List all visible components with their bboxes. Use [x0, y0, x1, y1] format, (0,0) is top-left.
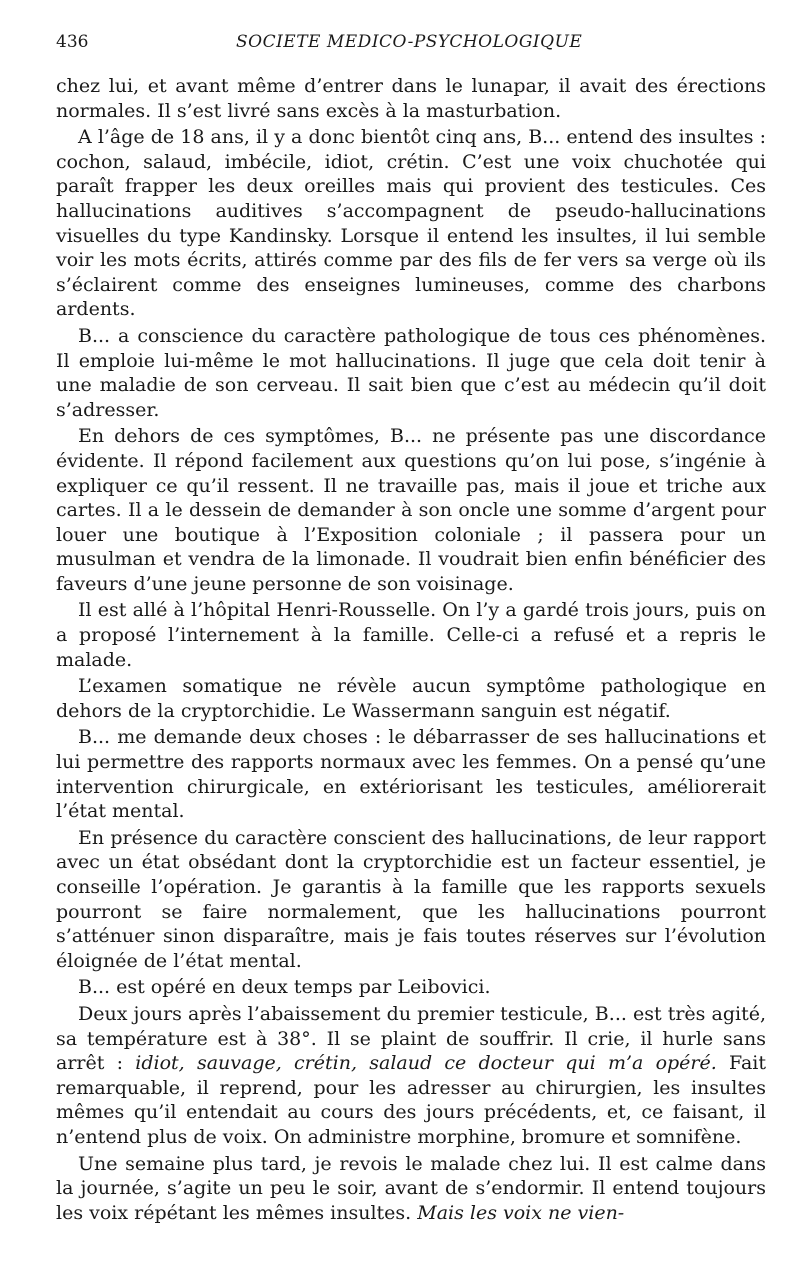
paragraph: [56, 1152, 766, 1226]
paragraph: B... me demande deux choses : le débarrasser de ses hallucinations et lui permettre des rapports normaux avec les femmes. On a pensé qu’une intervention chirurgicale, en extériorisant les testicules, améliorerait l’état mental.: [56, 726, 766, 823]
paragraph: B... a conscience du caractère pathologique de tous ces phénomènes. Il emploie lui-même le mot hallucinations. Il juge que cela doit tenir à une maladie de son cerveau. Il sait bien que c’est au médecin qu’il doit s’adresser.: [56, 324, 766, 421]
paragraph-text: Fait remarquable, il reprend, pour les adresser au chirurgien, les insultes mêmes qu’il entendait au cours des jours précédents, et, ce faisant, il n’entend plus de voix. On administre morphine, bromure et somnifène.: [56, 1052, 766, 1148]
italic-phrase: Mais les voix ne vien-: [417, 1201, 625, 1224]
paragraph: L’examen somatique ne révèle aucun symptôme pathologique en dehors de la cryptorchidie. Le Wassermann sanguin est négatif.: [56, 675, 766, 722]
paragraph-text: Deux jours après l’abaissement du premier testicule, B... est très agité, sa température est à 38°. Il se plaint de souffrir. Il crie, il hurle sans arrêt :: [56, 1002, 766, 1075]
italic-quote: idiot, sauvage, crétin, salaud ce docteur qui m’a opéré.: [135, 1052, 717, 1075]
paragraph: En présence du caractère conscient des hallucinations, de leur rapport avec un état obsédant dont la cryptorchidie est un facteur essentiel, je conseille l’opération. Je garantis à la famille que les rapports sexuels pourront se faire normalement, que les hallucinations pourront s’atténuer sinon disparaître, mais je fais toutes réserves sur l’évolution éloignée de l’état mental.: [56, 826, 766, 972]
paragraph: Il est allé à l’hôpital Henri-Rousselle. On l’y a gardé trois jours, puis on a proposé l’internement à la famille. Celle-ci a refusé et a repris le malade.: [56, 599, 766, 671]
paragraph: En dehors de ces symptômes, B... ne présente pas une discordance évidente. Il répond facilement aux questions qu’on lui pose, s’ingénie à expliquer ce qu’il ressent. Il ne travaille pas, mais il joue et triche aux cartes. Il a le dessein de demander à son oncle une somme d’argent pour louer une boutique à l’Exposition coloniale ; il passera pour un musulman et vendra de la limonade. Il voudrait bien enfin bénéficier des faveurs d’une jeune personne de son voisinage.: [56, 425, 766, 595]
paragraph-text: Une semaine plus tard, je revois le malade chez lui. Il est calme dans la journée, s’agite un peu le soir, avant de s’endormir. Il entend toujours les voix répétant les mêmes insultes.: [56, 1152, 766, 1224]
paragraph: [56, 1002, 766, 1150]
paragraph: B... est opéré en deux temps par Leibovici.: [78, 976, 491, 999]
running-title: SOCIETE MEDICO-PSYCHOLOGIQUE: [236, 32, 583, 52]
paragraph: chez lui, et avant même d’entrer dans le lunapar, il avait des érections normales. Il s’est livré sans excès à la masturbation.: [56, 75, 766, 122]
page-number: 436: [56, 32, 89, 52]
paragraph: A l’âge de 18 ans, il y a donc bientôt cinq ans, B... entend des insultes : cochon, salaud, imbécile, idiot, crétin. C’est une voix chuchotée qui paraît frapper les deux oreilles mais qui provient des testicules. Ces hallucinations auditives s’accompagnent de pseudo-hallucinations visuelles du type Kandinsky. Lorsque il entend les insultes, il lui semble voir les mots écrits, attirés comme par des fils de fer vers sa verge où ils s’éclairent comme des enseignes lumineuses, comme des charbons ardents.: [56, 126, 766, 321]
running-header: [56, 28, 766, 64]
body-text: [56, 74, 766, 1225]
